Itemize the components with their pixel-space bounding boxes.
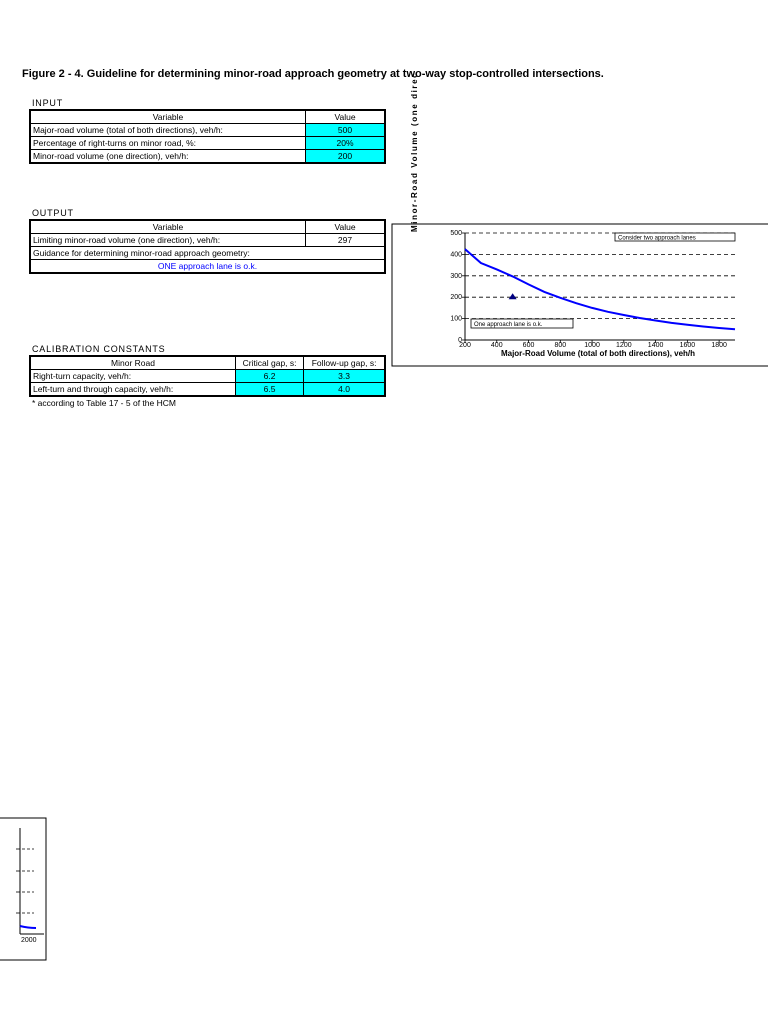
output-col-variable: Variable (31, 221, 306, 234)
calibration-left-critical[interactable]: 6.5 (236, 383, 304, 396)
y-axis-label: Minor-Road Volume (one direc (410, 71, 419, 232)
fragment-tick-label: 2000 (21, 937, 37, 944)
y-tick-label: 300 (450, 272, 462, 280)
calibration-note: * according to Table 17 - 5 of the HCM (32, 398, 176, 408)
y-tick-label: 200 (450, 294, 462, 302)
output-heading: OUTPUT (32, 208, 74, 218)
calibration-col-road: Minor Road (31, 357, 236, 370)
input-col-variable: Variable (31, 111, 306, 124)
x-tick-label: 800 (554, 342, 567, 349)
calibration-label-left-through: Left-turn and through capacity, veh/h: (31, 383, 236, 396)
annotation-two-lanes: Consider two approach lanes (618, 235, 696, 242)
input-label-major-volume: Major-road volume (total of both directions), veh/h: (31, 124, 306, 137)
input-label-minor-volume: Minor-road volume (one direction), veh/h: (31, 150, 306, 163)
calibration-right-followup[interactable]: 3.3 (304, 370, 385, 383)
input-heading: INPUT (32, 98, 63, 108)
calibration-left-followup[interactable]: 4.0 (304, 383, 385, 396)
y-tick-label: 400 (450, 251, 462, 259)
x-tick-label: 1600 (679, 342, 696, 349)
output-label-guidance: Guidance for determining minor-road approach geometry: (31, 247, 385, 260)
figure-title: Figure 2 - 4. Guideline for determining minor-road approach geometry at two-way stop-controlled intersections. (22, 68, 604, 80)
x-tick-label: 600 (522, 342, 535, 349)
x-tick-label: 1400 (647, 342, 664, 349)
calibration-col-critical: Critical gap, s: (236, 357, 304, 370)
x-axis-label: Major-Road Volume (total of both directions), veh/h (500, 349, 696, 358)
input-col-value: Value (306, 111, 385, 124)
y-tick-label: 0 (458, 337, 462, 344)
calibration-col-followup: Follow-up gap, s: (304, 357, 385, 370)
calibration-label-right-turn: Right-turn capacity, veh/h: (31, 370, 236, 383)
x-tick-label: 1000 (584, 342, 600, 349)
calibration-right-critical[interactable]: 6.2 (236, 370, 304, 383)
x-tick-label: 1200 (616, 342, 632, 349)
chart-fragment (0, 818, 46, 960)
calibration-heading: CALIBRATION CONSTANTS (32, 344, 166, 354)
input-label-right-turns: Percentage of right-turns on minor road, %: (31, 137, 306, 150)
output-label-limit: Limiting minor-road volume (one direction), veh/h: (31, 234, 306, 247)
x-tick-label: 200 (459, 342, 471, 349)
output-col-value: Value (306, 221, 385, 234)
x-tick-label: 1800 (711, 342, 727, 349)
input-major-volume-value[interactable]: 500 (306, 124, 385, 137)
input-right-turns-value[interactable]: 20% (306, 137, 385, 150)
y-tick-label: 100 (450, 315, 462, 323)
output-guidance-result: ONE approach lane is o.k. (31, 260, 385, 273)
annotation-one-lane: One approach lane is o.k. (474, 322, 543, 328)
x-tick-label: 400 (490, 342, 503, 349)
input-minor-volume-value[interactable]: 200 (306, 150, 385, 163)
y-tick-label: 500 (450, 230, 462, 237)
output-limit-value: 297 (306, 234, 385, 247)
